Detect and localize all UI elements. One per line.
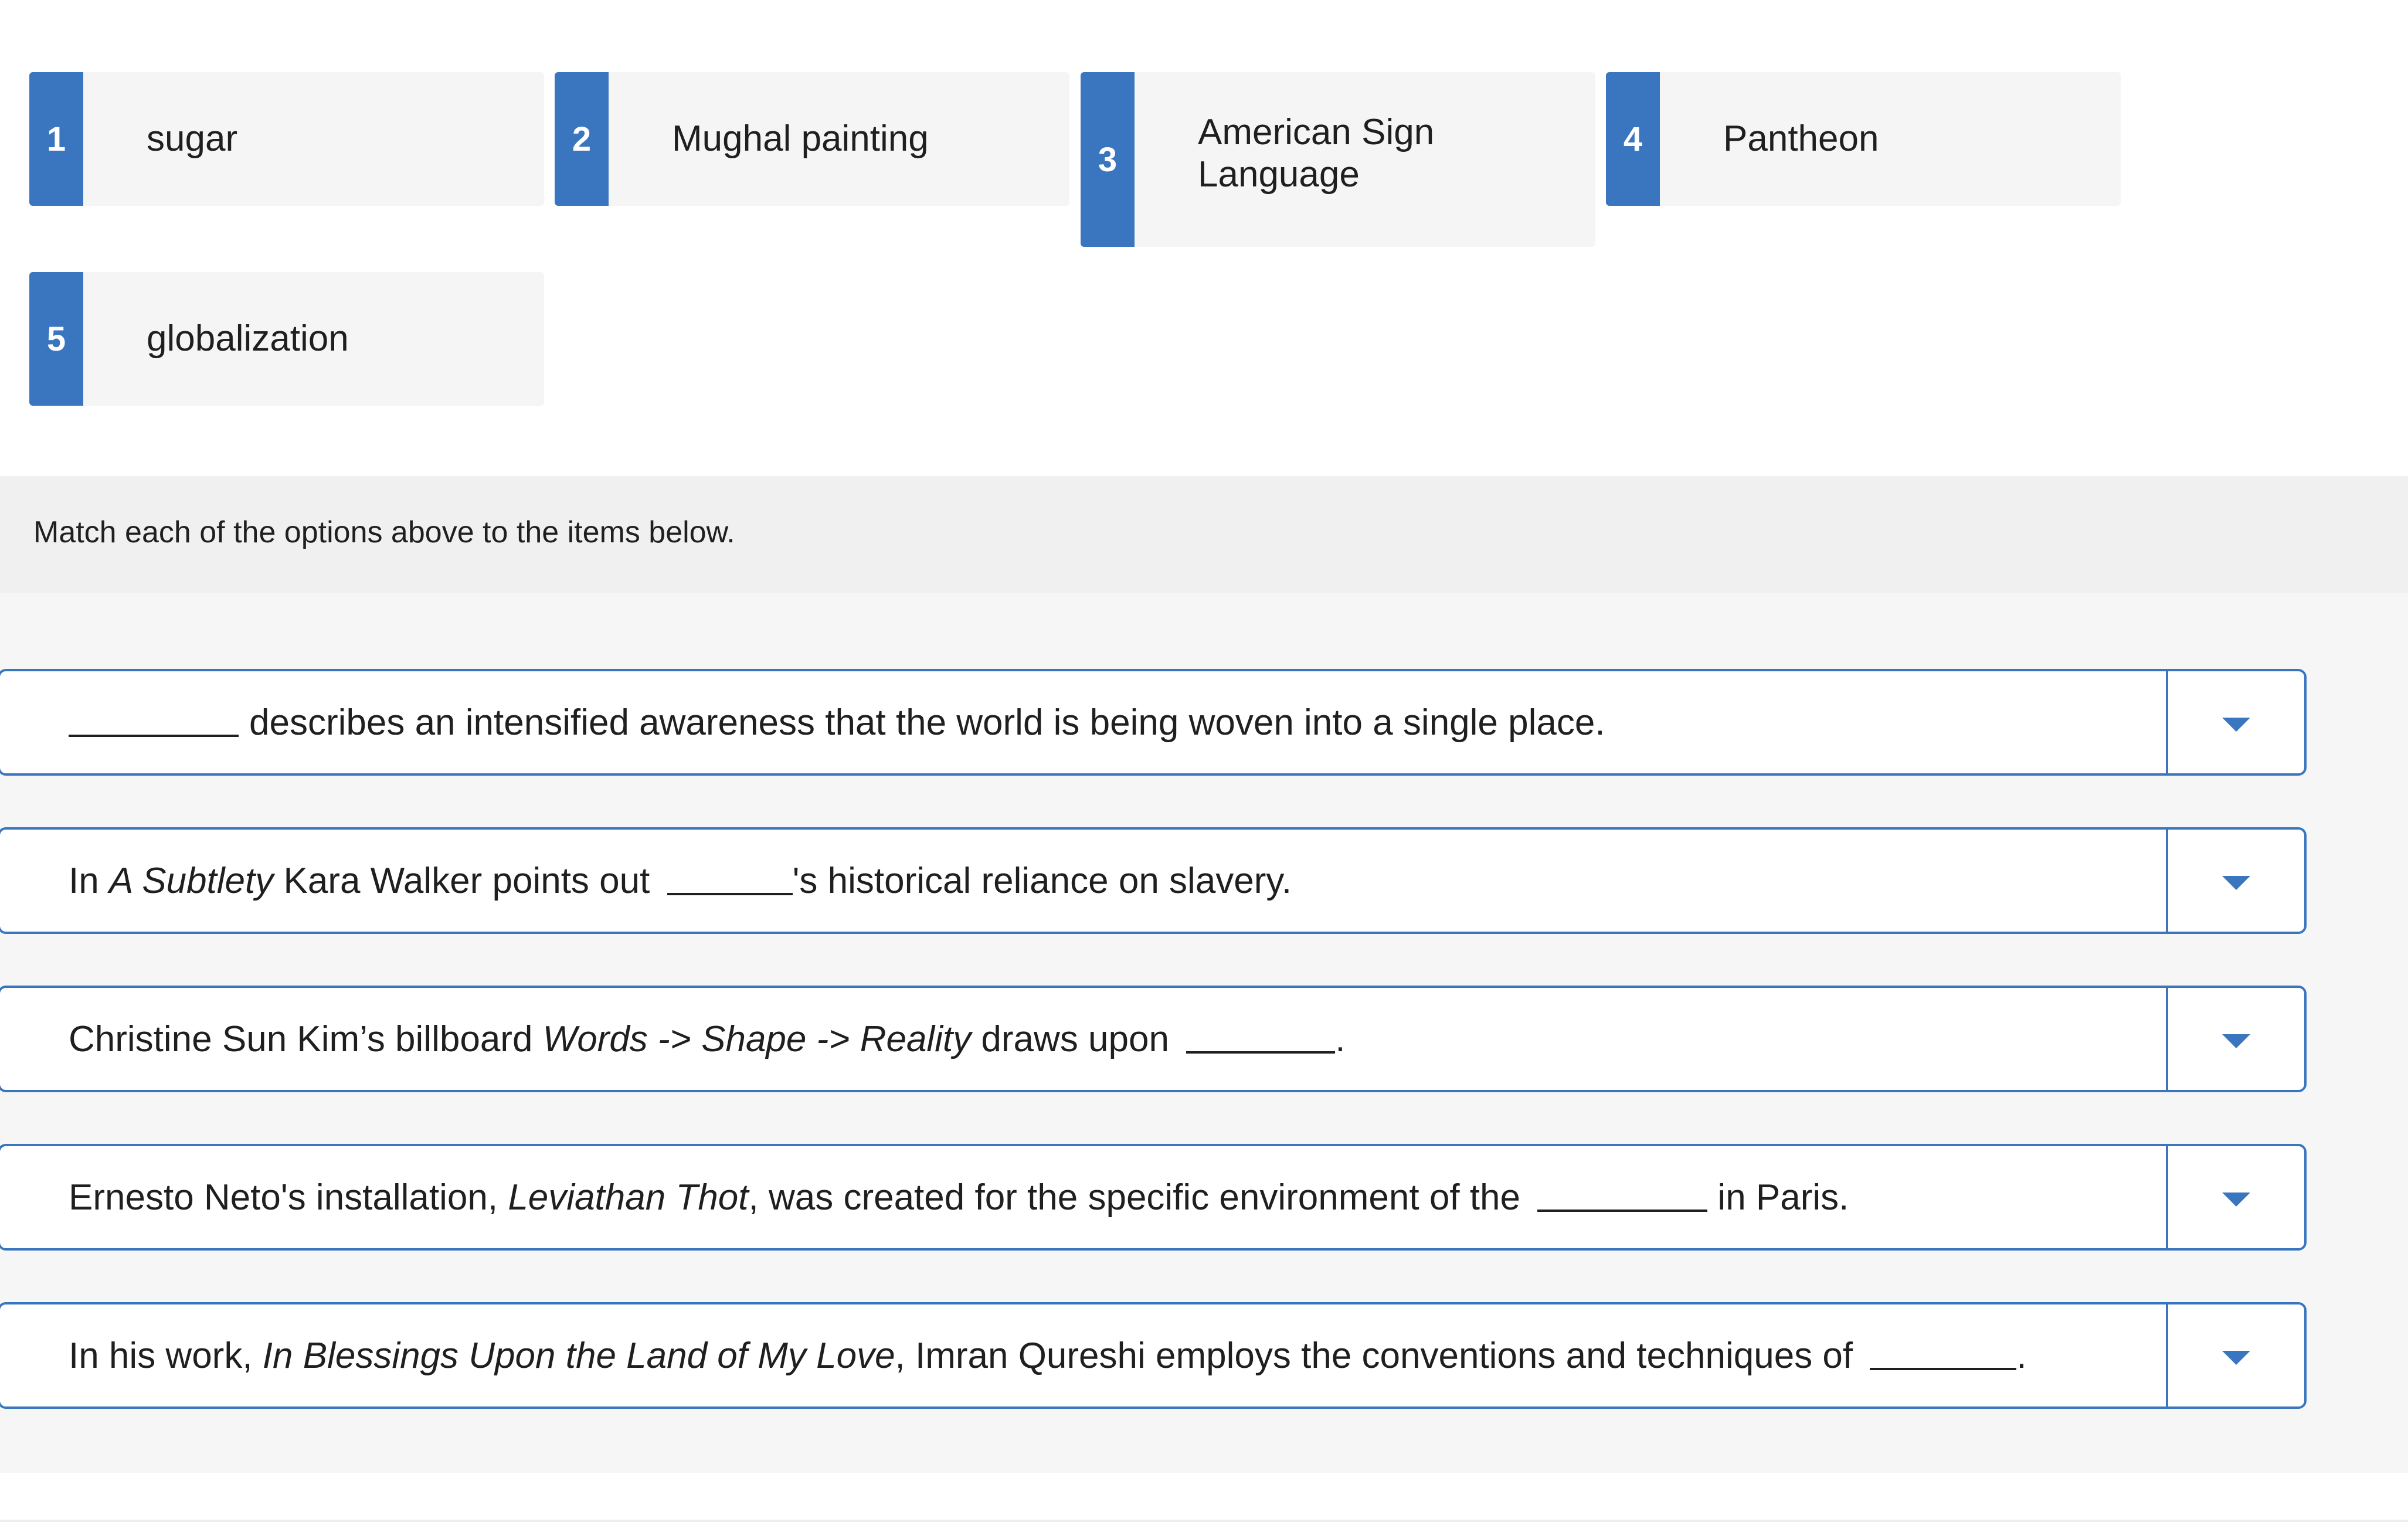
answer-dropdown[interactable] — [2166, 1304, 2304, 1407]
caret-down-icon — [2222, 1034, 2250, 1048]
option-card-1[interactable] — [29, 72, 544, 206]
item-text-mid: , was created for the specific environment of the — [748, 1177, 1531, 1218]
option-label-line-2: Language — [1198, 154, 1360, 195]
answer-dropdown[interactable] — [2166, 988, 2304, 1090]
answer-dropdown[interactable] — [2166, 1146, 2304, 1248]
item-prompt — [0, 830, 2166, 932]
item-text-mid: Kara Walker points out — [273, 860, 660, 901]
item-text-pre: In his work, — [69, 1335, 263, 1376]
caret-down-icon — [2222, 876, 2250, 890]
item-text: describes an intensified awareness that the world is being woven into a single place. — [249, 702, 1605, 743]
match-item-4 — [0, 1144, 2307, 1251]
match-item-5 — [0, 1302, 2307, 1409]
option-label: globalization — [147, 318, 349, 359]
answer-dropdown[interactable] — [2166, 830, 2304, 932]
item-text-mid: draws upon — [971, 1018, 1180, 1059]
item-text-post: in Paris. — [1707, 1177, 1849, 1218]
item-prompt — [0, 988, 2166, 1090]
answer-blank — [1870, 1341, 2016, 1370]
answer-blank — [69, 708, 239, 737]
caret-down-icon — [2222, 718, 2250, 732]
answer-blank — [1186, 1024, 1335, 1054]
artwork-title: A Subtlety — [108, 860, 274, 901]
item-text-post: 's historical reliance on slavery. — [792, 860, 1292, 901]
match-item-1 — [0, 669, 2307, 776]
item-text-post: . — [2016, 1335, 2027, 1376]
option-card-4[interactable] — [1606, 72, 2121, 206]
item-text-pre: In — [69, 860, 109, 901]
option-card-5[interactable] — [29, 272, 544, 406]
artwork-title: In Blessings Upon the Land of My Love — [262, 1335, 895, 1376]
answer-dropdown[interactable] — [2166, 671, 2304, 773]
match-item-2 — [0, 827, 2307, 934]
instruction-text: Match each of the options above to the items below. — [33, 515, 735, 549]
artwork-title: Words -> Shape -> Reality — [542, 1018, 972, 1059]
artwork-title: Leviathan Thot — [508, 1177, 749, 1218]
option-number-badge: 2 — [555, 72, 609, 206]
option-number-badge: 4 — [1606, 72, 1660, 206]
option-label-line-1: American Sign — [1198, 112, 1435, 152]
item-text-post: . — [1335, 1018, 1346, 1059]
answer-blank — [1537, 1183, 1707, 1212]
match-item-3 — [0, 986, 2307, 1092]
option-number-badge: 3 — [1081, 72, 1135, 247]
option-card-2[interactable] — [555, 72, 1069, 206]
option-label: sugar — [147, 118, 238, 159]
option-label: Pantheon — [1723, 118, 1879, 159]
item-text-pre: Ernesto Neto's installation, — [69, 1177, 508, 1218]
option-card-3[interactable] — [1081, 72, 1595, 247]
options-panel — [0, 0, 2408, 476]
caret-down-icon — [2222, 1351, 2250, 1365]
item-text-mid: , Imran Qureshi employs the conventions and techniques of — [895, 1335, 1863, 1376]
item-prompt — [0, 1146, 2166, 1248]
option-number-badge: 1 — [29, 72, 83, 206]
caret-down-icon — [2222, 1193, 2250, 1207]
option-label — [1135, 72, 1434, 247]
option-number-badge: 5 — [29, 272, 83, 406]
item-prompt — [0, 671, 2166, 773]
bottom-divider — [0, 1520, 2408, 1522]
answer-blank — [667, 866, 793, 895]
option-label: Mughal painting — [672, 118, 929, 159]
item-prompt — [0, 1304, 2166, 1407]
item-text-pre: Christine Sun Kim’s billboard — [69, 1018, 543, 1059]
